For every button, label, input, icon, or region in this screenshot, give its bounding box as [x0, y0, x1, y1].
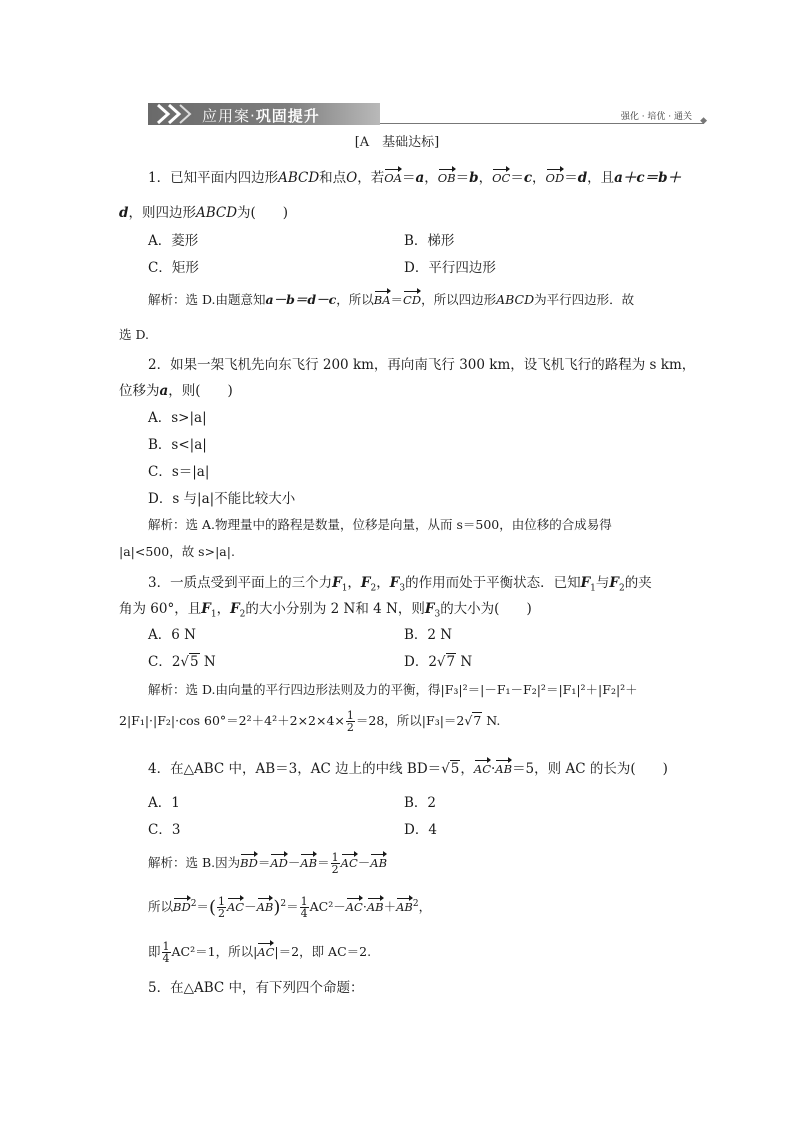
force-f: F	[230, 601, 240, 617]
q1-text: ，且	[587, 170, 615, 186]
q1-ana: 解析：选 D.由题意知	[148, 292, 266, 307]
eq: ＝	[510, 170, 524, 186]
frac-den: 2	[331, 863, 339, 876]
fraction	[162, 941, 171, 964]
vector-ac: AC	[257, 945, 275, 959]
banner-separator: ·	[250, 107, 256, 125]
q4-ana: AC²＝1，所以|	[171, 944, 258, 959]
frac-num: 1	[217, 895, 225, 908]
vector-od: OD	[545, 171, 565, 185]
q4-text: ，	[460, 761, 474, 777]
q4-line1	[148, 757, 668, 777]
sqrt-radicand: 7	[473, 713, 482, 728]
diamond-icon: ◆	[700, 116, 707, 126]
comma: ，	[532, 170, 546, 186]
frac-num: 1	[346, 709, 354, 722]
q4-ana: 即	[148, 944, 161, 959]
q1-line2	[119, 201, 288, 221]
header-right-label: 强化 · 培优 · 通关	[620, 112, 692, 122]
q4-analysis-line1	[148, 852, 387, 875]
q3-option-a: A．6 N	[148, 627, 196, 643]
q1-text: 为( )	[237, 205, 289, 221]
vector-cd: CD	[403, 293, 422, 307]
var-d: d	[577, 170, 588, 186]
q4-ana: 所以	[148, 899, 174, 914]
q1-option-d: D．平行四边形	[404, 260, 496, 276]
frac-den: 4	[300, 907, 308, 920]
q1-analysis-line1	[148, 290, 634, 308]
q1-ana: ，所以	[336, 292, 374, 307]
vector-ac: AC	[226, 900, 245, 914]
q4-ana: 解析：选 B.因为	[148, 855, 241, 870]
frac-num: 1	[300, 895, 308, 908]
q4-option-d: D．4	[404, 822, 437, 838]
q4-text: 4．在△ABC 中，AB＝3，AC 边上的中线 BD＝	[148, 761, 442, 777]
q3-text: 的大小为( )	[440, 601, 532, 617]
q3-option-b: B．2 N	[404, 627, 453, 643]
q4-ana: |＝2，即 AC＝2.	[274, 944, 372, 959]
section-title: [A 基础达标]	[354, 135, 440, 150]
vector-ba: BA	[373, 293, 391, 307]
page-header	[148, 103, 710, 125]
q3-line1: 3．一质点受到平面上的三个力$F_1$，$F_2$，$F_3$的作用而处于平衡状态．已知$F_1$与$F_2$的夹	[148, 575, 652, 594]
q1-text: ，则四边形	[128, 205, 196, 221]
q1-condition: a＋c＝b＋	[614, 170, 682, 186]
var-a: a	[415, 170, 425, 186]
minus: －	[244, 899, 257, 914]
q3-optd-unit: N	[456, 654, 473, 670]
q2-option-a: A．s>|a|	[148, 410, 207, 426]
q1-line1	[148, 166, 681, 186]
q2-option-d: D．s 与|a|不能比较大小	[148, 491, 296, 507]
q1-option-b: B．梯形	[404, 233, 455, 249]
q1-ana: 为平行四边形．故	[534, 292, 635, 307]
exponent: 2	[190, 898, 197, 909]
eq: ＝	[257, 855, 271, 870]
q2-analysis-line2: |a|<500，故 s>|a|.	[119, 544, 235, 559]
vector-oa: OA	[384, 171, 402, 185]
q1-ana-expr: a－b＝d－c	[265, 292, 337, 307]
banner-title	[202, 105, 320, 126]
sqrt: √7	[436, 654, 456, 670]
fraction	[331, 852, 340, 875]
vector-oc: OC	[492, 171, 511, 185]
minus: －	[287, 855, 301, 870]
force-f: F	[609, 575, 619, 591]
eq: ＝	[317, 855, 330, 870]
fraction	[346, 710, 355, 733]
var-a: a	[159, 383, 169, 399]
dot: ·	[362, 899, 367, 914]
q2-line2	[119, 379, 233, 399]
eq: ＝	[564, 170, 578, 186]
force-f: F	[332, 575, 342, 591]
q1-text: 1．已知平面内四边形	[148, 170, 279, 186]
q3-ana: ＝28，所以|F₃|＝2	[355, 713, 465, 728]
vector-ab: AB	[495, 762, 513, 776]
var-c: c	[523, 170, 533, 186]
q3-ana: 2|F₁|·|F₂|·cos 60°＝2²＋4²＋2×2×4×	[119, 713, 345, 728]
minus: －	[357, 855, 371, 870]
q4-analysis-line3	[148, 941, 371, 964]
fraction	[217, 896, 226, 919]
vector-ab: AB	[256, 900, 274, 914]
exponent: 2	[280, 898, 287, 909]
frac-den: 2	[217, 907, 225, 920]
q3-text: 的大小分别为 2 N和 4 N，则	[245, 601, 425, 617]
vector-ac: AC	[473, 762, 491, 776]
exponent: 2	[412, 898, 419, 909]
q3-text: 与	[595, 575, 610, 591]
q5-line1: 5．在△ABC 中，有下列四个命题：	[148, 980, 364, 996]
sqrt: √5	[441, 761, 460, 777]
vector-ad: AD	[270, 856, 288, 870]
force-f: F	[424, 601, 435, 617]
q4-option-a: A．1	[148, 795, 180, 811]
vector-bd: BD	[173, 900, 191, 914]
q4-analysis-line2: 所以$BD^2=$( $\frac{1}{2}$ AC－AB)$^2$＝ $\frac{1}{4}$ $AC^2-AC\cdot AB+AB^2$，	[148, 895, 432, 920]
frac-den: 4	[162, 952, 170, 965]
q4-ana: AC²－	[309, 899, 346, 914]
q2-text: ，则( )	[168, 383, 233, 399]
fraction	[300, 896, 309, 919]
comma: ，	[418, 899, 432, 914]
q3-optc-coef: C．2	[148, 654, 181, 670]
section-banner	[148, 103, 380, 125]
q4-option-b: B．2	[404, 795, 437, 811]
vector-ab: AB	[370, 856, 388, 870]
q3-text: 的作用而处于平衡状态．已知	[405, 575, 581, 591]
vector-ab: AB	[396, 900, 413, 914]
sqrt-radicand: 5	[450, 761, 460, 777]
comma: ，	[424, 170, 438, 186]
q3-optc-unit: N	[199, 654, 216, 670]
q2-option-b: B．s<|a|	[148, 437, 207, 453]
var-d: d	[119, 205, 129, 221]
force-f: F	[580, 575, 591, 591]
q3-analysis-line2	[119, 710, 500, 733]
sqrt: √7	[464, 713, 482, 728]
eq: ＝	[390, 292, 404, 307]
vector-ab: AB	[300, 856, 318, 870]
var-b: b	[469, 170, 479, 186]
frac-num: 1	[331, 851, 339, 864]
vector-ac: AC	[340, 856, 358, 870]
q1-abcd: ABCD	[278, 170, 320, 186]
q4-option-c: C．3	[148, 822, 181, 838]
force-f: F	[389, 575, 400, 591]
eq: ＝	[401, 170, 416, 186]
eq: ＝	[196, 899, 209, 914]
q1-o: O	[346, 170, 358, 186]
force-f: F	[360, 575, 371, 591]
chevron-double-right-icon	[154, 103, 194, 125]
q1-text: 和点	[319, 170, 347, 186]
q3-text: 的夹	[624, 575, 652, 591]
q2-line1: 2．如果一架飞机先向东飞行 200 km，再向南飞行 300 km，设飞机飞行的路程为 s km，	[148, 357, 696, 373]
q2-analysis-line1: 解析：选 A.物理量中的路程是数量，位移是向量，从而 s＝500，由位移的合成易得	[148, 517, 612, 532]
q2-option-c: C．s＝|a|	[148, 464, 210, 480]
comma: ，	[478, 170, 493, 186]
vector-ob: OB	[437, 171, 456, 185]
q3-optd-coef: D．2	[404, 654, 437, 670]
q3-text: 角为 60°，且	[119, 601, 202, 617]
force-f: F	[201, 601, 211, 617]
q3-line2: 角为 60°，且$F_1$，$F_2$的大小分别为 2 N和 4 N，则$F_3$的大小为( )	[119, 601, 532, 620]
header-rule	[380, 123, 704, 124]
q1-abcd: ABCD	[496, 292, 535, 307]
q4-text: ＝5，则 AC 的长为( )	[512, 761, 668, 777]
q3-ana: N.	[482, 713, 501, 728]
q1-ana: ，所以四边形	[421, 292, 497, 307]
q3-text: 3．一质点受到平面上的三个力	[148, 575, 333, 591]
banner-strong: 巩固提升	[255, 107, 320, 125]
q3-option-c	[148, 650, 216, 670]
plus: ＋	[383, 899, 397, 914]
q1-option-c: C．矩形	[148, 260, 199, 276]
eq: ＝	[455, 170, 470, 186]
q1-text: ，若	[357, 170, 385, 186]
sqrt: √5	[180, 654, 199, 670]
vector-ac: AC	[345, 900, 363, 914]
q1-abcd: ABCD	[195, 205, 238, 221]
q1-option-a: A．菱形	[148, 233, 199, 249]
q2-text: 位移为	[119, 383, 160, 399]
eq: ＝	[286, 899, 299, 914]
banner-prefix: 应用案	[202, 107, 251, 125]
dot: ·	[491, 761, 496, 777]
sqrt-radicand: 7	[446, 654, 456, 670]
frac-den: 2	[346, 721, 354, 734]
sqrt-radicand: 5	[190, 654, 199, 670]
q1-analysis-line2: 选 D.	[119, 327, 150, 342]
frac-num: 1	[162, 940, 170, 953]
q3-analysis-line1: 解析：选 D.由向量的平行四边形法则及力的平衡，得|F₃|²＝|－F₁－F₂|²＝|F₁|²＋|F₂|²＋	[148, 682, 638, 697]
vector-ab: AB	[366, 900, 384, 914]
q3-option-d	[404, 650, 472, 670]
vector-bd: BD	[240, 856, 258, 870]
